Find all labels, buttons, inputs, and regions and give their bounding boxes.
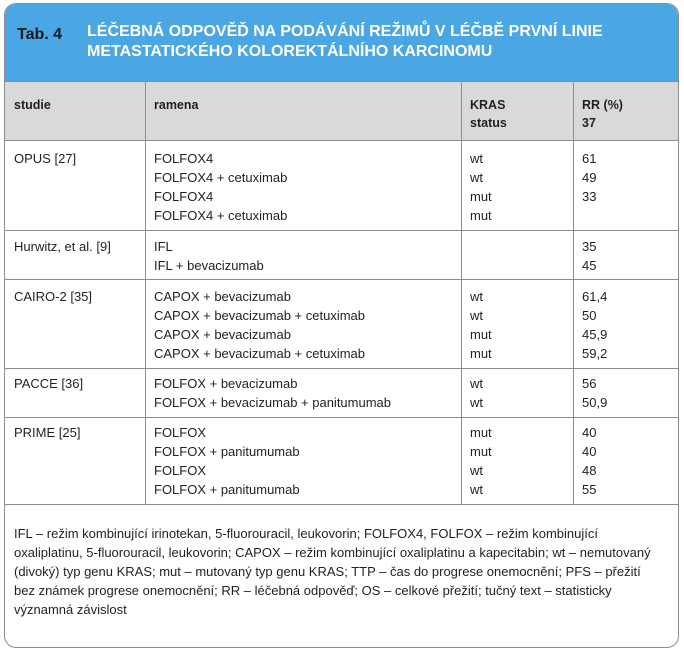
row-opus-arm: FOLFOX4 + cetuximab — [154, 208, 288, 223]
row-prime-arm: FOLFOX + panitumumab — [154, 444, 300, 459]
row-cairo2-arm: CAPOX + bevacizumab + cetuximab — [154, 308, 365, 323]
col-header-rr-line1: RR (%) — [582, 98, 623, 112]
column-header-row — [5, 81, 678, 141]
row-prime-rr: 40 — [582, 425, 597, 440]
grid-vline — [573, 81, 574, 504]
row-prime-kras: mut — [470, 425, 492, 440]
table-number: Tab. 4 — [17, 26, 63, 43]
row-opus-kras: wt — [470, 151, 483, 166]
row-opus-arm: FOLFOX4 — [154, 151, 214, 166]
col-header-rr-line2: 37 — [582, 116, 596, 130]
row-cairo2-rr: 45,9 — [582, 327, 608, 342]
col-header-arms: ramena — [154, 98, 199, 112]
row-cairo2-kras: mut — [470, 346, 492, 361]
col-header-kras-line2: status — [470, 116, 507, 130]
row-pacce-rr: 56 — [582, 376, 597, 391]
row-hurwitz-rr: 35 — [582, 239, 597, 254]
col-header-study: studie — [14, 98, 51, 112]
table-frame — [4, 3, 679, 648]
table-header-bar — [5, 4, 678, 81]
row-cairo2-study: CAIRO-2 [35] — [14, 289, 93, 304]
row-divider — [5, 417, 678, 418]
grid-vline — [461, 81, 462, 504]
row-prime-arm: FOLFOX — [154, 425, 207, 440]
row-opus-arm: FOLFOX4 — [154, 189, 214, 204]
row-cairo2-arm: CAPOX + bevacizumab + cetuximab — [154, 346, 365, 361]
row-prime-rr: 48 — [582, 463, 597, 478]
row-opus-rr: 49 — [582, 170, 597, 185]
row-opus-kras: mut — [470, 208, 492, 223]
row-cairo2-arm: CAPOX + bevacizumab — [154, 289, 291, 304]
row-cairo2-kras: mut — [470, 327, 492, 342]
row-opus-kras: mut — [470, 189, 492, 204]
row-prime-arm: FOLFOX — [154, 463, 207, 478]
row-opus-rr: 61 — [582, 151, 597, 166]
col-header-kras-line1: KRAS — [470, 98, 506, 112]
row-cairo2-rr: 59,2 — [582, 346, 608, 361]
row-prime-rr: 40 — [582, 444, 597, 459]
row-divider — [5, 368, 678, 369]
row-divider — [5, 230, 678, 231]
table-title: LÉČEBNÁ ODPOVĚĎ NA PODÁVÁNÍ REŽIMŮ V LÉČBĚ PRVNÍ LINIE METASTATICKÉHO KOLOREKTÁLNÍHO KARCINOMU — [87, 23, 603, 60]
row-opus-arm: FOLFOX4 + cetuximab — [154, 170, 288, 185]
row-pacce-arm: FOLFOX + bevacizumab — [154, 376, 298, 391]
row-cairo2-rr: 61,4 — [582, 289, 608, 304]
row-prime-arm: FOLFOX + panitumumab — [154, 482, 300, 497]
row-opus-study: OPUS [27] — [14, 151, 77, 166]
table-bottom-divider — [5, 504, 678, 505]
row-cairo2-kras: wt — [470, 308, 483, 323]
grid-vline — [145, 81, 146, 504]
row-cairo2-arm: CAPOX + bevacizumab — [154, 327, 291, 342]
row-pacce-kras: wt — [470, 376, 483, 391]
row-pacce-rr: 50,9 — [582, 395, 608, 410]
row-hurwitz-rr: 45 — [582, 258, 597, 273]
row-prime-study: PRIME [25] — [14, 425, 81, 440]
row-cairo2-kras: wt — [470, 289, 483, 304]
row-pacce-kras: wt — [470, 395, 483, 410]
row-prime-kras: wt — [470, 463, 483, 478]
row-pacce-study: PACCE [36] — [14, 376, 84, 391]
row-opus-kras: wt — [470, 170, 483, 185]
table-footnote: IFL – režim kombinující irinotekan, 5-fluorouracil, leukovorin; FOLFOX4, FOLFOX – režim kombinující oxaliplatinu, 5-fluorouracil, leukovorin; CAPOX – režim kombinující oxaliplatinu a kapecitabin; wt – nemutovaný (divoký) typ genu KRAS; mut – mutovaný typ genu KRAS; TTP – čas do progrese onemocnění; PFS – přežití bez známek progrese onemocnění; RR – léčebná odpověď; OS – celkové přežití; tučný text – statisticky významná závislost — [14, 526, 651, 617]
row-hurwitz-arm: IFL — [154, 239, 173, 254]
row-divider — [5, 279, 678, 280]
row-prime-rr: 55 — [582, 482, 597, 497]
row-hurwitz-arm: IFL + bevacizumab — [154, 258, 264, 273]
row-cairo2-rr: 50 — [582, 308, 597, 323]
row-prime-kras: wt — [470, 482, 483, 497]
row-opus-rr: 33 — [582, 189, 597, 204]
row-pacce-arm: FOLFOX + bevacizumab + panitumumab — [154, 395, 392, 410]
row-prime-kras: mut — [470, 444, 492, 459]
row-hurwitz-study: Hurwitz, et al. [9] — [14, 239, 111, 254]
